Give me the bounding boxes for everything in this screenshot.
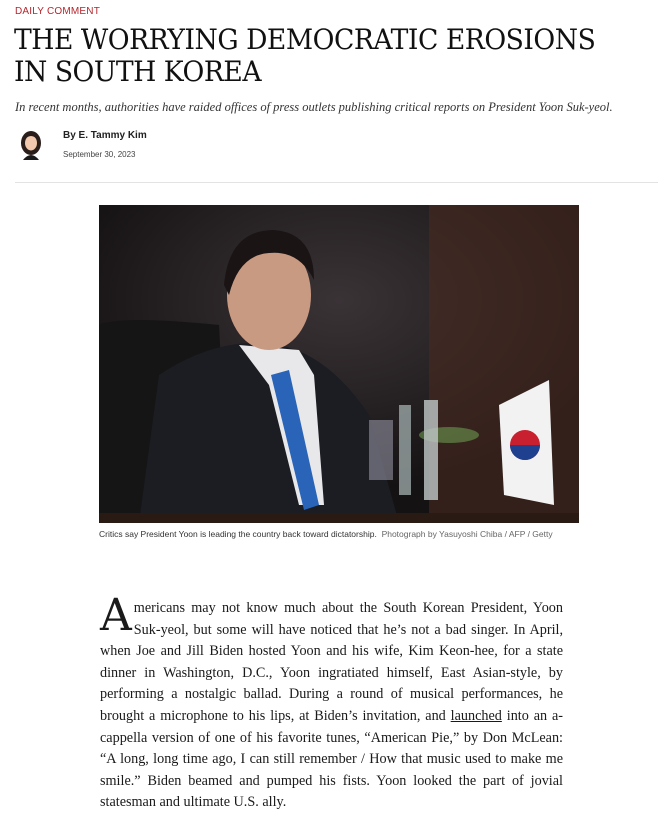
article-title: THE WORRYING DEMOCRATIC EROSIONS IN SOUTH KOREA <box>14 23 596 88</box>
launched-link[interactable]: launched <box>450 707 502 724</box>
body-text-cont: into an a-cappella version of one of his favorite tunes, “American Pie,” by Don McLean: “A long, long time ago, I can still remember / How that music used to make me smile.” Biden beamed and pumped his fists. Yoon looked the part of jovial statesman and ultimate U.S. ally. <box>100 707 564 811</box>
photo-caption <box>99 529 579 540</box>
publish-date: September 30, 2023 <box>63 150 136 159</box>
caption-text: Critics say President Yoon is leading the country back toward dictatorship. <box>99 529 377 539</box>
divider <box>15 182 658 183</box>
author-avatar[interactable] <box>20 130 42 160</box>
drop-cap: A <box>100 590 132 641</box>
body-text: mericans may not know much about the South Korean President, Yoon Suk-yeol, but some will have noticed that he’s not a bad singer. In April, when Joe and Jill Biden hosted Yoon and his wife, Kim Keon-hee, for a state dinner in Washington, D.C., Yoon ingratiated himself, East Asian-style, by performing a nostalgic ballad. During a round of musical performances, he brought a microphone to his lips, at Biden’s invitation, and <box>100 600 563 724</box>
article-dek: In recent months, authorities have raided offices of press outlets publishing critical reports on President Yoon Suk-yeol. <box>15 100 613 114</box>
section-rubric[interactable]: DAILY COMMENT <box>15 6 101 17</box>
photo-credit: Photograph by Yasuyoshi Chiba / AFP / Getty <box>381 529 553 539</box>
article-photo <box>99 205 579 523</box>
article-body <box>100 590 564 814</box>
author-byline[interactable]: By E. Tammy Kim <box>63 130 147 141</box>
